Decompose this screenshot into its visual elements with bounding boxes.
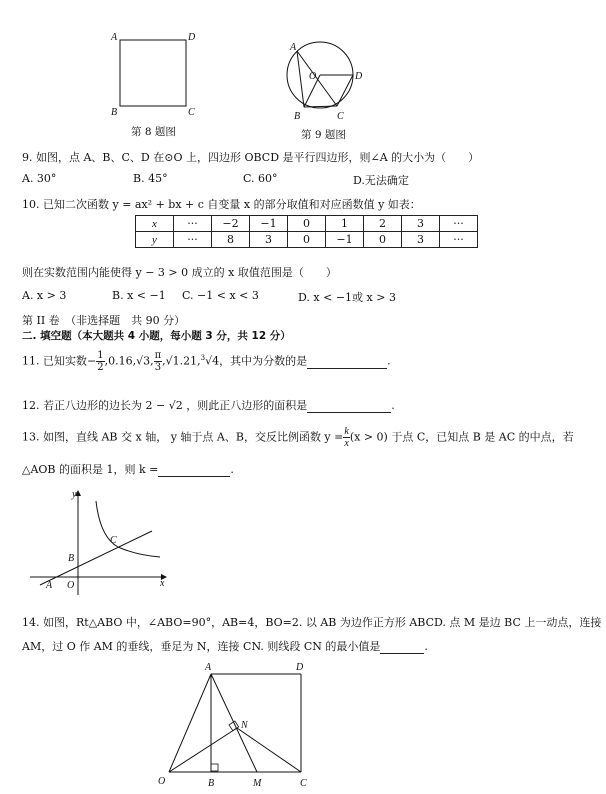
q9-stem: 9. 如图，点 A、B、C、D 在⊙O 上，四边形 OBCD 是平行四边形，则∠A 的大小为（ ） xyxy=(22,151,480,164)
table-row xyxy=(136,232,478,248)
fig14-label-n: N xyxy=(241,720,248,731)
fig8-caption: 第 8 题图 xyxy=(131,126,176,138)
q12-answer-blank[interactable] xyxy=(307,399,391,413)
frac-den: 3 xyxy=(154,362,162,373)
table-cell: 0 xyxy=(288,216,326,232)
fig8-label-d: D xyxy=(188,32,196,43)
fig8-label-c: C xyxy=(188,107,195,117)
q14-line2 xyxy=(22,638,428,654)
table-cell: y xyxy=(136,232,174,248)
q14-answer-blank[interactable] xyxy=(380,640,424,654)
q14-end: . xyxy=(424,640,428,653)
q13-end: . xyxy=(230,463,234,476)
q14-line2-text: AM，过 O 作 AM 的垂线，垂足为 N，连接 CN. 则线段 CN 的最小值是 xyxy=(22,640,381,653)
fig9-label-b: B xyxy=(294,111,301,122)
q10-value-table xyxy=(135,215,478,248)
q13-line1a: 13. 如图，直线 AB 交 x 轴， y 轴于点 A、B，交反比例函数 y = xyxy=(22,430,344,444)
q12-line xyxy=(22,397,395,413)
fig9-label-d: D xyxy=(355,71,363,82)
q9-option-b: B. 45° xyxy=(133,172,168,185)
q13-answer-blank[interactable] xyxy=(158,463,230,477)
table-cell: 3 xyxy=(402,216,440,232)
q13-line1 xyxy=(22,426,574,449)
section2-title: 第 II 卷 （非选择题 共 90 分） xyxy=(22,314,186,327)
q12-end: . xyxy=(391,399,395,412)
fig8-label-a: A xyxy=(111,32,118,43)
table-cell: −1 xyxy=(250,216,288,232)
q11-line xyxy=(22,350,391,373)
frac-den: 2 xyxy=(97,362,104,373)
table-cell: ··· xyxy=(174,232,212,248)
fig9-caption: 第 9 题图 xyxy=(301,129,346,141)
q11-minus: − xyxy=(87,354,97,368)
fig14-label-b: B xyxy=(208,778,215,789)
fig14-label-d: D xyxy=(296,662,304,673)
q10-option-d: D. x < −1或 x > 3 xyxy=(298,291,396,304)
q9-option-d: D.无法确定 xyxy=(353,174,409,187)
fig13-label-o: O xyxy=(67,580,75,591)
q11-fraction-half xyxy=(96,350,104,373)
q11-prefix: 11. 已知实数 xyxy=(22,354,87,368)
q9-option-a: A. 30° xyxy=(22,172,57,185)
q11-tail2: √4，其中为分数的是 xyxy=(205,354,308,368)
table-cell: 2 xyxy=(364,216,402,232)
section2-heading: 二. 填空题（本大题共 4 小题，每小题 3 分，共 12 分） xyxy=(22,330,291,342)
table-cell: 3 xyxy=(250,232,288,248)
q10-option-b: B. x < −1 xyxy=(112,289,166,302)
q11-answer-blank[interactable] xyxy=(307,355,387,369)
table-cell: 1 xyxy=(326,216,364,232)
q10-option-c: C. −1 < x < 3 xyxy=(182,289,259,302)
fig14-label-c: C xyxy=(300,778,307,789)
fig9-label-c: C xyxy=(337,111,344,122)
fig9-label-o: O xyxy=(309,71,317,82)
q10-question: 则在实数范围内能使得 y − 3 > 0 成立的 x 取值范围是（ ） xyxy=(22,266,337,279)
fig13-label-c: C xyxy=(110,535,117,546)
q11-cube-index: 3 xyxy=(200,353,206,362)
q13-line2 xyxy=(22,461,234,477)
fig14-label-o: O xyxy=(158,776,166,787)
frac-num: π xyxy=(154,350,162,361)
fig8-label-b: B xyxy=(111,107,118,117)
frac-den: x xyxy=(344,438,349,449)
frac-num: 1 xyxy=(97,350,104,361)
q10-stem: 10. 已知二次函数 y = ax² + bx + c 自变量 x 的部分取值和对应函数值 y 如表： xyxy=(22,198,421,211)
q11-end: . xyxy=(387,354,391,368)
figure-8-square xyxy=(110,32,200,117)
q11-middle: ,0.16,√3, xyxy=(104,354,154,368)
table-cell: 0 xyxy=(364,232,402,248)
fig13-label-x: x xyxy=(160,578,165,589)
table-cell: ··· xyxy=(440,216,478,232)
figure-13-graph xyxy=(28,487,173,599)
fig13-label-a: A xyxy=(46,580,53,591)
table-cell: −2 xyxy=(212,216,250,232)
table-cell: ··· xyxy=(174,216,212,232)
fig14-label-m: M xyxy=(253,778,262,789)
q9-option-c: C. 60° xyxy=(243,172,278,185)
q13-line2-text: △AOB 的面积是 1，则 k = xyxy=(22,463,159,476)
table-cell: 0 xyxy=(288,232,326,248)
table-cell: x xyxy=(136,216,174,232)
table-cell: 8 xyxy=(212,232,250,248)
fig14-label-a: A xyxy=(205,662,212,673)
table-cell: −1 xyxy=(326,232,364,248)
fig13-label-y: y xyxy=(72,489,77,500)
q11-tail: ,√1.21, xyxy=(162,354,201,368)
q12-text: 12. 若正八边形的边长为 2 − √2 ，则此正八边形的面积是 xyxy=(22,399,308,412)
figure-14-square xyxy=(155,660,325,790)
q13-line1b: (x > 0) 于点 C，已知点 B 是 AC 的中点，若 xyxy=(349,430,574,444)
q11-fraction-pi xyxy=(154,350,163,373)
table-cell: ··· xyxy=(440,232,478,248)
fig13-label-b: B xyxy=(68,553,75,564)
fig9-label-a: A xyxy=(290,42,297,53)
frac-num: k xyxy=(344,426,349,437)
table-row xyxy=(136,216,478,232)
q14-line1: 14. 如图，Rt△ABO 中，∠ABO=90°，AB=4，BO=2. 以 AB 为边作正方形 ABCD. 点 M 是边 BC 上一动点，连接 xyxy=(22,616,602,629)
figure-9-circle xyxy=(282,35,367,123)
table-cell: 3 xyxy=(402,232,440,248)
q10-option-a: A. x > 3 xyxy=(22,289,67,302)
